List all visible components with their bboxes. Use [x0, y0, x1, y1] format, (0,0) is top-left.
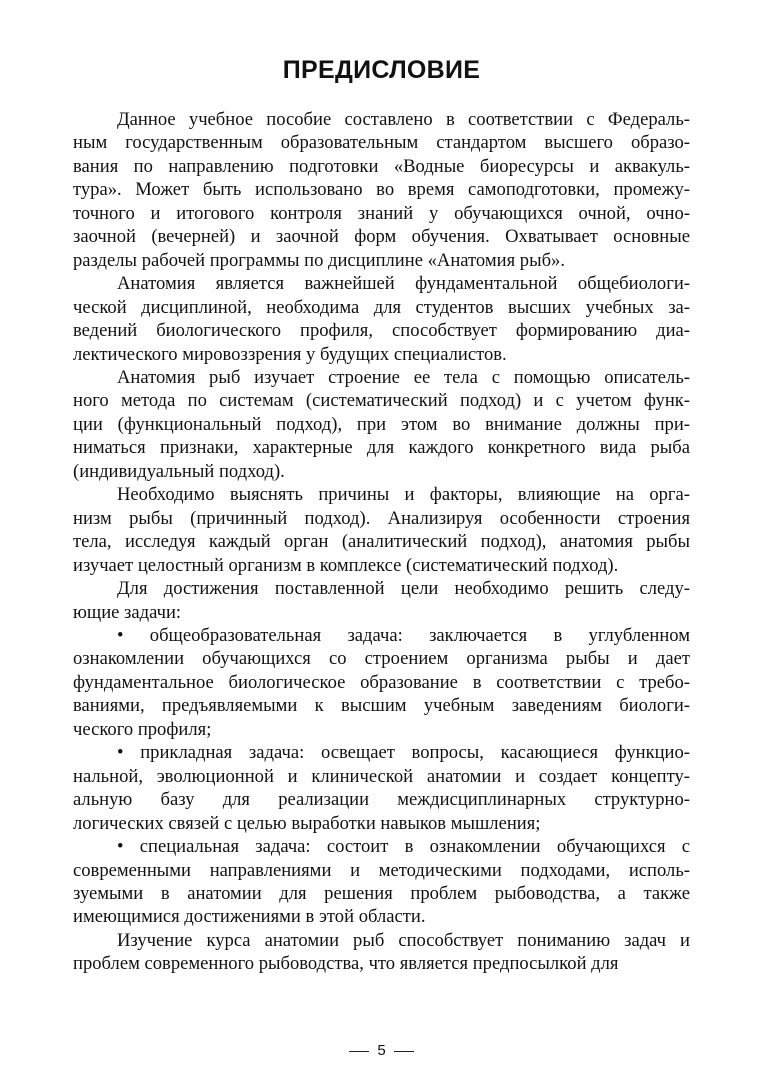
bullet-paragraph: [73, 624, 690, 741]
paragraph: [73, 366, 690, 483]
text-line: современными направлениями и методическими подходами, исполь-: [73, 859, 690, 881]
text-line: Данное учебное пособие составлено в соответствии с Федераль-: [117, 109, 690, 130]
text-line: ческой дисциплиной, необходима для студентов высших учебных за-: [73, 296, 690, 318]
paragraph: [73, 577, 690, 624]
paragraph: [73, 929, 690, 976]
text-line: имеющимися достижениями в этой области.: [73, 906, 426, 928]
text-line: разделы рабочей программы по дисциплине «Анатомия рыб».: [73, 249, 565, 271]
footer-dash-left: [349, 1051, 369, 1052]
bullet-paragraph: [73, 741, 690, 835]
page-footer: [0, 1042, 763, 1059]
text-line: • специальная задача: состоит в ознакомлении обучающихся с: [117, 836, 690, 858]
paragraph: [73, 272, 690, 366]
footer-dash-right: [394, 1051, 414, 1052]
text-line: ным государственным образовательным стандартом высшего образо-: [73, 132, 690, 154]
text-line: точного и итогового контроля знаний у обучающихся очной, очно-: [73, 202, 690, 224]
text-line: Для достижения поставленной цели необходимо решить следу-: [117, 578, 690, 600]
text-line: Необходимо выяснять причины и факторы, влияющие на орга-: [117, 484, 690, 506]
text-line: изучает целостный организм в комплексе (систематический подход).: [73, 554, 619, 576]
text-line: ваниями, предъявляемыми к высшим учебным заведениям биологи-: [73, 695, 690, 717]
text-line: вания по направлению подготовки «Водные биоресурсы и аквакуль-: [73, 155, 690, 177]
text-line: проблем современного рыбоводства, что является предпосылкой для: [73, 953, 619, 975]
text-line: Изучение курса анатомии рыб способствует пониманию задач и: [117, 929, 690, 951]
text-line: ниматься признаки, характерные для каждого конкретного вида рыба: [73, 437, 690, 459]
text-line: заочной (вечерней) и заочной форм обучения. Охватывает основные: [73, 226, 690, 248]
text-line: лектического мировоззрения у будущих специалистов.: [73, 343, 507, 365]
text-line: зуемыми в анатомии для решения проблем рыбоводства, а также: [73, 882, 690, 904]
text-line: тела, исследуя каждый орган (аналитический подход), анатомия рыбы: [73, 531, 690, 553]
text-line: низм рыбы (причинный подход). Анализируя особенности строения: [73, 507, 690, 529]
page-number: 5: [377, 1042, 386, 1059]
text-line: Анатомия рыб изучает строение ее тела с помощью описатель-: [117, 366, 690, 388]
body-text: [73, 108, 690, 976]
text-line: (индивидуальный подход).: [73, 460, 285, 482]
text-line: ющие задачи:: [73, 601, 182, 623]
text-line: ческого профиля;: [73, 718, 212, 740]
page-title: ПРЕДИСЛОВИЕ: [282, 56, 481, 84]
text-line: ции (функциональный подход), при этом во внимание должны при-: [73, 413, 690, 435]
text-line: альную базу для реализации междисциплинарных структурно-: [73, 789, 690, 811]
text-line: тура». Может быть использовано во время самоподготовки, промежу-: [73, 179, 690, 201]
paragraph: [73, 483, 690, 577]
paragraph: [73, 108, 690, 272]
text-line: логических связей с целью выработки навыков мышления;: [73, 812, 541, 834]
text-line: • прикладная задача: освещает вопросы, касающиеся функцио-: [117, 742, 690, 764]
text-line: • общеобразовательная задача: заключается в углубленном: [117, 624, 690, 646]
text-line: ного метода по системам (систематический подход) и с учетом функ-: [73, 390, 690, 412]
text-line: ведений биологического профиля, способствует формированию диа-: [73, 320, 690, 342]
bullet-paragraph: [73, 835, 690, 929]
text-line: нальной, эволюционной и клинической анатомии и создает концепту-: [73, 765, 690, 787]
text-line: Анатомия является важнейшей фундаментальной общебиологи-: [117, 273, 690, 295]
text-line: ознакомлении обучающихся со строением организма рыбы и дает: [73, 648, 690, 670]
text-line: фундаментальное биологическое образование в соответствии с требо-: [73, 671, 690, 693]
